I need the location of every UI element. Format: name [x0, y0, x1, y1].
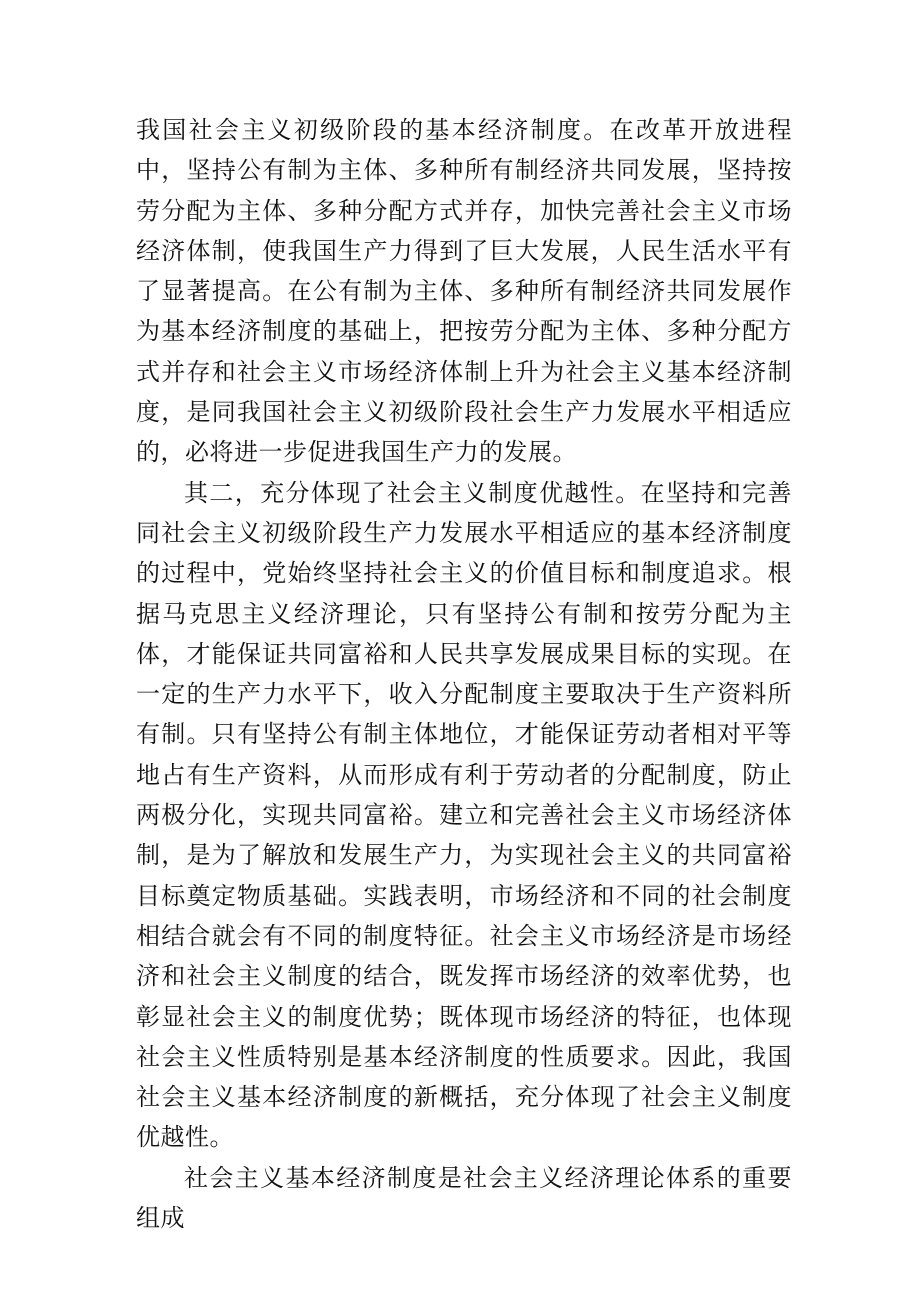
paragraph-next: 社会主义基本经济制度是社会主义经济理论体系的重要组成 — [136, 1163, 792, 1233]
paragraph-second-point: 其二，充分体现了社会主义制度优越性。在坚持和完善同社会主义初级阶段生产力发展水平相适应的基本经济制度的过程中，党始终坚持社会主义的价值目标和制度追求。根据马克思主义经济理论，只有坚持公有制和按劳分配为主体，才能保证共同富裕和人民共享发展成果目标的实现。在一定的生产力水平下，收入分配制度主要取决于生产资料所有制。只有坚持公有制主体地位，才能保证劳动者相对平等地占有生产资料，从而形成有利于劳动者的分配制度，防止两极分化，实现共同富裕。建立和完善社会主义市场经济体制，是为了解放和发展生产力，为实现社会主义的共同富裕目标奠定物质基础。实践表明，市场经济和不同的社会制度相结合就会有不同的制度特征。社会主义市场经济是市场经济和社会主义制度的结合，既发挥市场经济的效率优势，也彰显社会主义的制度优势；既体现市场经济的特征，也体现社会主义性质特别是基本经济制度的性质要求。因此，我国社会主义基本经济制度的新概括，充分体现了社会主义制度优越性。 — [136, 478, 792, 1152]
paragraph-continuation: 我国社会主义初级阶段的基本经济制度。在改革开放进程中，坚持公有制为主体、多种所有制经济共同发展，坚持按劳分配为主体、多种分配方式并存，加快完善社会主义市场经济体制，使我国生产力得到了巨大发展，人民生活水平有了显著提高。在公有制为主体、多种所有制经济共同发展作为基本经济制度的基础上，把按劳分配为主体、多种分配方式并存和社会主义市场经济体制上升为社会主义基本经济制度，是同我国社会主义初级阶段社会生产力发展水平相适应的，必将进一步促进我国生产力的发展。 — [136, 116, 792, 467]
body-text — [136, 110, 792, 1238]
